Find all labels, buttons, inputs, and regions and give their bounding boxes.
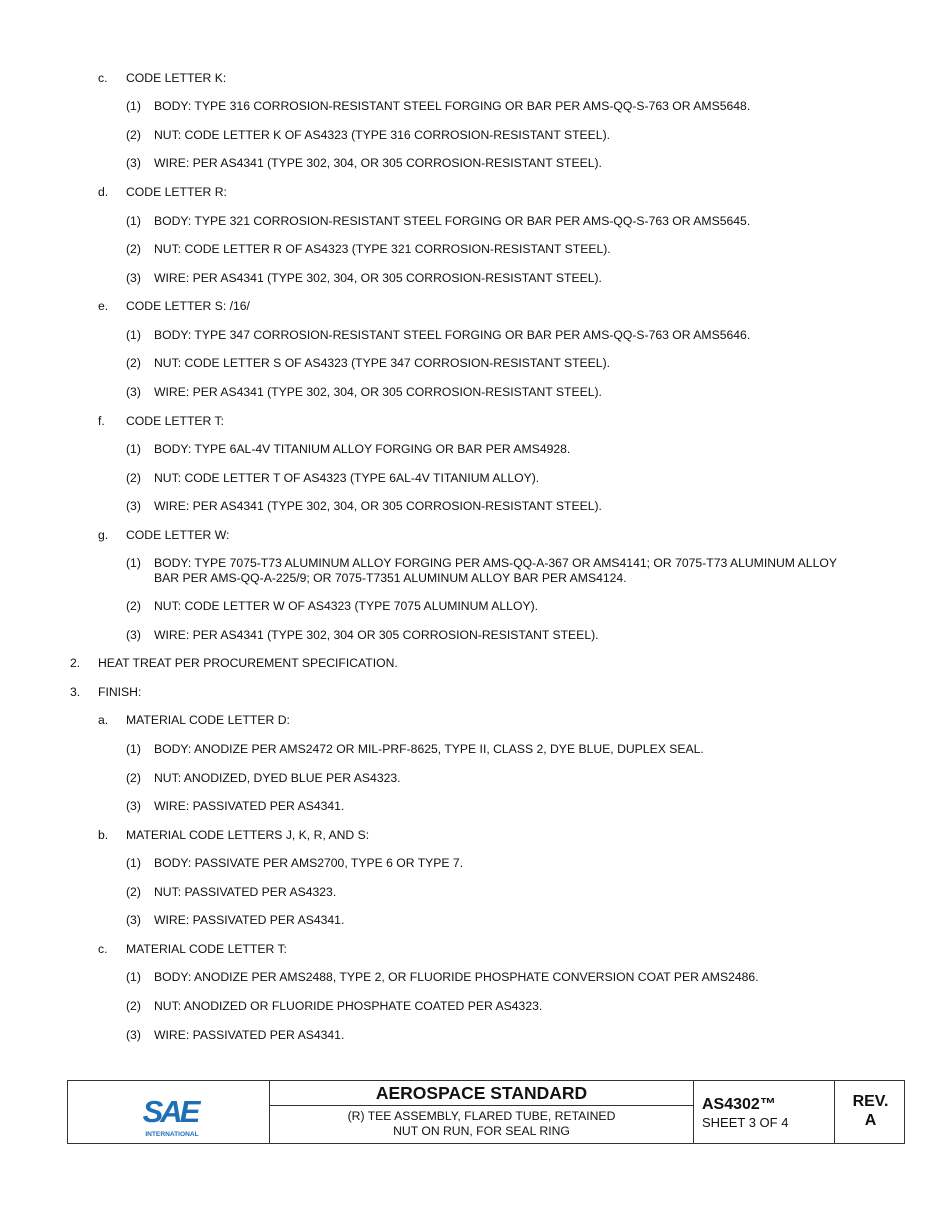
section-heading: MATERIAL CODE LETTERS J, K, R, AND S: [126,828,370,842]
item-marker: (2) [126,999,141,1013]
list-item: BODY: ANODIZE PER AMS2472 OR MIL-PRF-8625, TYPE II, CLASS 2, DYE BLUE, DUPLEX SEAL. [154,742,704,756]
item-marker: (2) [126,356,141,370]
list-marker: e. [98,299,109,313]
item-marker: (2) [126,599,141,613]
section-heading: CODE LETTER R: [126,185,227,199]
title-cell [270,1081,694,1143]
item-marker: (3) [126,628,141,642]
list-item: BODY: TYPE 347 CORROSION-RESISTANT STEEL FORGING OR BAR PER AMS-QQ-S-763 OR AMS5646. [154,328,751,342]
item-marker: (3) [126,271,141,285]
list-marker: f. [98,414,105,428]
item-marker: (2) [126,242,141,256]
list-item: WIRE: PER AS4341 (TYPE 302, 304, OR 305 CORROSION-RESISTANT STEEL). [154,499,602,513]
list-item: NUT: ANODIZED OR FLUORIDE PHOSPHATE COATED PER AS4323. [154,999,543,1013]
list-item: WIRE: PER AS4341 (TYPE 302, 304, OR 305 CORROSION-RESISTANT STEEL). [154,156,602,170]
item-marker: (3) [126,385,141,399]
list-item: NUT: CODE LETTER R OF AS4323 (TYPE 321 CORROSION-RESISTANT STEEL). [154,242,611,256]
list-item: BODY: TYPE 321 CORROSION-RESISTANT STEEL FORGING OR BAR PER AMS-QQ-S-763 OR AMS5645. [154,214,751,228]
list-item: NUT: ANODIZED, DYED BLUE PER AS4323. [154,771,401,785]
list-marker: c. [98,942,108,956]
item-marker: (1) [126,99,141,113]
section-heading: CODE LETTER K: [126,71,227,85]
list-marker: a. [98,713,109,727]
item-marker: (1) [126,556,141,570]
item-marker: (1) [126,214,141,228]
document-title [270,1109,693,1139]
logo-subtext: INTERNATIONAL [145,1131,199,1138]
item-marker: (2) [126,471,141,485]
list-item: NUT: CODE LETTER K OF AS4323 (TYPE 316 CORROSION-RESISTANT STEEL). [154,128,611,142]
list-item: BODY: TYPE 6AL-4V TITANIUM ALLOY FORGING OR BAR PER AMS4928. [154,442,571,456]
list-item: WIRE: PER AS4341 (TYPE 302, 304, OR 305 CORROSION-RESISTANT STEEL). [154,271,602,285]
list-item: BODY: TYPE 7075-T73 ALUMINUM ALLOY FORGING PER AMS-QQ-A-367 OR AMS4141; OR 7075-T73 ALUMINUM ALLOY [154,556,837,570]
list-marker: b. [98,828,109,842]
list-item: NUT: CODE LETTER S OF AS4323 (TYPE 347 CORROSION-RESISTANT STEEL). [154,356,611,370]
list-marker: d. [98,185,109,199]
list-item: WIRE: PASSIVATED PER AS4341. [154,799,345,813]
section-heading: CODE LETTER S: /16/ [126,299,250,313]
standard-type: AEROSPACE STANDARD [270,1081,693,1106]
list-marker: c. [98,71,108,85]
title-block [67,1080,905,1144]
item-marker: (3) [126,156,141,170]
list-item: NUT: PASSIVATED PER AS4323. [154,885,337,899]
section-number: 2. [70,656,81,670]
document-number-cell [694,1081,835,1143]
document-number: AS4302™ [702,1096,776,1113]
item-marker: (2) [126,771,141,785]
list-item: WIRE: PER AS4341 (TYPE 302, 304, OR 305 CORROSION-RESISTANT STEEL). [154,385,602,399]
revision-cell [835,1081,906,1143]
item-marker: (3) [126,799,141,813]
logo-text: SAE [142,1094,198,1129]
section-number: 3. [70,685,81,699]
sheet-number: SHEET 3 OF 4 [702,1115,789,1130]
section-heading: FINISH: [98,685,142,699]
revision-label: REV. [852,1093,889,1110]
list-item: NUT: CODE LETTER T OF AS4323 (TYPE 6AL-4V TITANIUM ALLOY). [154,471,540,485]
section-heading: CODE LETTER T: [126,414,224,428]
revision-value: A [864,1112,877,1129]
item-marker: (3) [126,1028,141,1042]
item-marker: (3) [126,913,141,927]
section-heading: MATERIAL CODE LETTER T: [126,942,287,956]
list-marker: g. [98,528,109,542]
section-heading: MATERIAL CODE LETTER D: [126,713,290,727]
list-item: WIRE: PASSIVATED PER AS4341. [154,1028,345,1042]
list-item: BODY: TYPE 316 CORROSION-RESISTANT STEEL FORGING OR BAR PER AMS-QQ-S-763 OR AMS5648. [154,99,751,113]
title-line-2: NUT ON RUN, FOR SEAL RING [393,1124,570,1138]
item-marker: (1) [126,856,141,870]
item-marker: (1) [126,328,141,342]
section-heading: HEAT TREAT PER PROCUREMENT SPECIFICATION. [98,656,398,670]
item-marker: (3) [126,499,141,513]
list-item-continuation: BAR PER AMS-QQ-A-225/9; OR 7075-T7351 ALUMINUM ALLOY BAR PER AMS4124. [154,571,627,585]
sae-logo [138,1093,202,1139]
item-marker: (2) [126,128,141,142]
title-line-1: (R) TEE ASSEMBLY, FLARED TUBE, RETAINED [347,1109,616,1123]
item-marker: (1) [126,742,141,756]
item-marker: (1) [126,970,141,984]
list-item: BODY: PASSIVATE PER AMS2700, TYPE 6 OR TYPE 7. [154,856,464,870]
logo-cell [68,1081,270,1143]
item-marker: (2) [126,885,141,899]
list-item: NUT: CODE LETTER W OF AS4323 (TYPE 7075 ALUMINUM ALLOY). [154,599,539,613]
list-item: WIRE: PER AS4341 (TYPE 302, 304 OR 305 CORROSION-RESISTANT STEEL). [154,628,599,642]
list-item: BODY: ANODIZE PER AMS2488, TYPE 2, OR FLUORIDE PHOSPHATE CONVERSION COAT PER AMS2486. [154,970,759,984]
item-marker: (1) [126,442,141,456]
list-item: WIRE: PASSIVATED PER AS4341. [154,913,345,927]
section-heading: CODE LETTER W: [126,528,230,542]
